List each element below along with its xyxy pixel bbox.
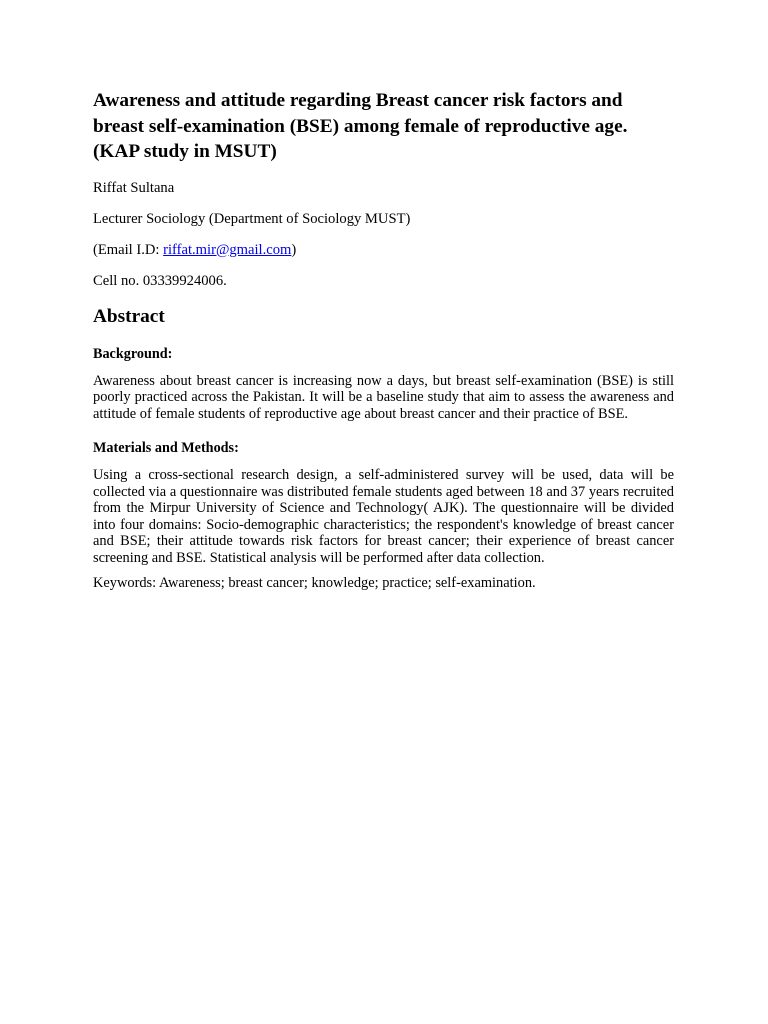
author-cell: Cell no. 03339924006. [93, 272, 227, 289]
email-suffix: ) [291, 241, 297, 258]
author-affiliation: Lecturer Sociology (Department of Sociology MUST) [93, 210, 411, 227]
email-prefix: (Email I.D: [93, 241, 164, 258]
document-page [93, 88, 674, 610]
title-line-1: Awareness and attitude regarding Breast cancer risk factors and [93, 90, 623, 111]
abstract-heading: Abstract [93, 305, 165, 327]
keywords: Keywords: Awareness; breast cancer; knowledge; practice; self-examination. [93, 575, 536, 591]
background-heading: Background: [93, 345, 173, 362]
background-text: Awareness about breast cancer is increasing now a days, but breast self-examination (BSE) is still poorly practiced across the Pakistan. It will be a baseline study that aim to assess the awareness and attitude of female students of reproductive age about breast cancer and their practice of BSE. [93, 372, 674, 422]
title-line-2: breast self-examination (BSE) among female of reproductive age. [93, 115, 628, 137]
paper-title [93, 88, 674, 165]
author-name: Riffat Sultana [93, 179, 175, 196]
title-line-3: (KAP study in MSUT) [93, 141, 277, 162]
methods-heading: Materials and Methods: [93, 440, 239, 456]
author-email-line [93, 242, 674, 259]
methods-text: Using a cross-sectional research design, a self-administered survey will be used, data will be collected via a questionnaire was distributed female students aged between 18 and 37 years recruited from the Mirpur University of Science and Technology( AJK). The questionnaire will be divided into four domains: Socio-demographic characteristics; the respondent's knowledge of breast cancer and BSE; their attitude towards risk factors for breast cancer; their experience of breast cancer screening and BSE. Statistical analysis will be performed after data collection. [93, 467, 674, 566]
email-link[interactable]: riffat.mir@gmail.com [163, 241, 292, 258]
